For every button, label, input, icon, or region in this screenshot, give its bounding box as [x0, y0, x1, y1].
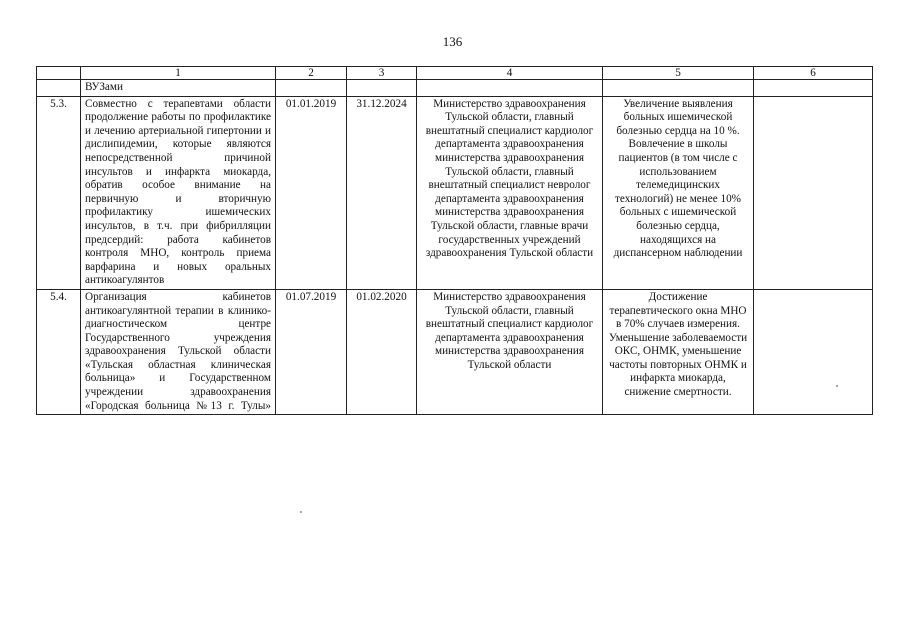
end-date: 01.02.2020 — [347, 289, 417, 414]
expected-result: Достижение терапевтического окна МНО в 70% случаев измерения. Уменьшение заболеваемости ОКС, ОНМК, уменьшение частоты повторных ОНМК и инфаркта миокарда, снижение смертности. — [603, 289, 754, 414]
header-row — [37, 67, 873, 80]
column-6-cell — [754, 96, 873, 289]
item-number: 5.4. — [37, 289, 81, 414]
start-date: 01.01.2019 — [276, 96, 347, 289]
start-date: 01.07.2019 — [276, 289, 347, 414]
expected-result: Увеличение выявления больных ишемической болезнью сердца на 10 %. Вовлечение в школы пациентов (в том числе с использованием телемедицинских технологий) не менее 10% больных с ишемической болезнью сердца, находящихся на диспансерном наблюдении — [603, 96, 754, 289]
table-row — [37, 96, 873, 289]
scan-speck — [300, 511, 302, 513]
continuation-text: ВУЗами — [81, 80, 276, 97]
header-cell-6: 6 — [754, 67, 873, 80]
table-row — [37, 289, 873, 414]
page-number: 136 — [442, 34, 463, 49]
item-description: Совместно с терапевтами области продолжение работы по профилактике и лечению артериальной гипертонии и дислипидемии, которые являются непосредственной причиной инсультов и инфаркта миокарда, обратив особое внимание на первичную и вторичную профилактику ишемических инсультов, в т.ч. при фибрилляции предсердий: работа кабинетов контроля МНО, контроль приема варфарина и новых оральных антикоагулянтов — [81, 96, 276, 289]
responsible-parties: Министерство здравоохранения Тульской области, главный внештатный специалист кардиолог департамента здравоохранения министерства здравоохранения Тульской области — [417, 289, 603, 414]
continuation-row — [37, 80, 873, 97]
plan-table — [36, 66, 873, 415]
header-cell-3: 3 — [347, 67, 417, 80]
header-cell-1: 1 — [81, 67, 276, 80]
column-6-cell — [754, 289, 873, 414]
scan-speck — [836, 385, 838, 387]
item-number: 5.3. — [37, 96, 81, 289]
header-cell-2: 2 — [276, 67, 347, 80]
header-cell-4: 4 — [417, 67, 603, 80]
header-cell-5: 5 — [603, 67, 754, 80]
end-date: 31.12.2024 — [347, 96, 417, 289]
item-description: Организация кабинетов антикоагулянтной терапии в клинико-диагностическом центре Государственного учреждения здравоохранения Тульской области «Тульская областная клиническая больница» и Государственном учреждении здравоохранения «Городская больница №13 г. Тулы» — [81, 289, 276, 414]
header-cell-blank — [37, 67, 81, 80]
responsible-parties: Министерство здравоохранения Тульской области, главный внештатный специалист кардиолог департамента здравоохранения министерства здравоохранения Тульской области, главный внештатный специалист невролог департамента здравоохранения министерства здравоохранения Тульской области, главные врачи государственных учреждений здравоохранения Тульской области — [417, 96, 603, 289]
